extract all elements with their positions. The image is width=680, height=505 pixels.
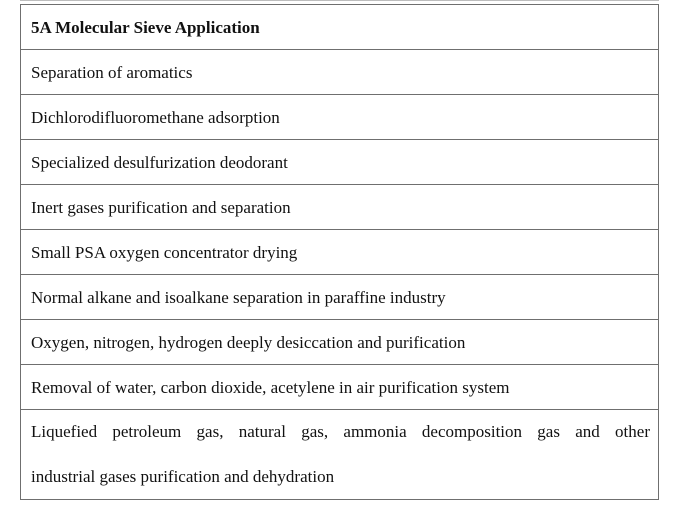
- table-row-multiline: [21, 410, 658, 499]
- table-row-text: Separation of aromatics: [31, 62, 193, 82]
- table-row: [21, 275, 658, 320]
- table-row-text: Specialized desulfurization deodorant: [31, 152, 288, 172]
- table-row-text-line1: Liquefied petroleum gas, natural gas, ammonia decomposition gas and other: [31, 422, 650, 441]
- table-row-text: Removal of water, carbon dioxide, acetylene in air purification system: [31, 377, 510, 397]
- table-row-text: Dichlorodifluoromethane adsorption: [31, 107, 280, 127]
- table-row: [21, 185, 658, 230]
- table-row: [21, 140, 658, 185]
- top-rule: [20, 0, 659, 1]
- table-row: [21, 230, 658, 275]
- table-row: [21, 50, 658, 95]
- table-row: [21, 320, 658, 365]
- table-header: [21, 5, 658, 50]
- table-row-text: Small PSA oxygen concentrator drying: [31, 242, 298, 262]
- table-row-text: Inert gases purification and separation: [31, 197, 291, 217]
- table-row-text: Oxygen, nitrogen, hydrogen deeply desiccation and purification: [31, 332, 466, 352]
- table-header-text: 5A Molecular Sieve Application: [31, 17, 260, 37]
- table-row-text-line2: industrial gases purification and dehydration: [31, 467, 335, 486]
- table-row: [21, 95, 658, 140]
- applications-table: [20, 4, 659, 500]
- table-row-text: Normal alkane and isoalkane separation in paraffine industry: [31, 287, 446, 307]
- table-row: [21, 365, 658, 410]
